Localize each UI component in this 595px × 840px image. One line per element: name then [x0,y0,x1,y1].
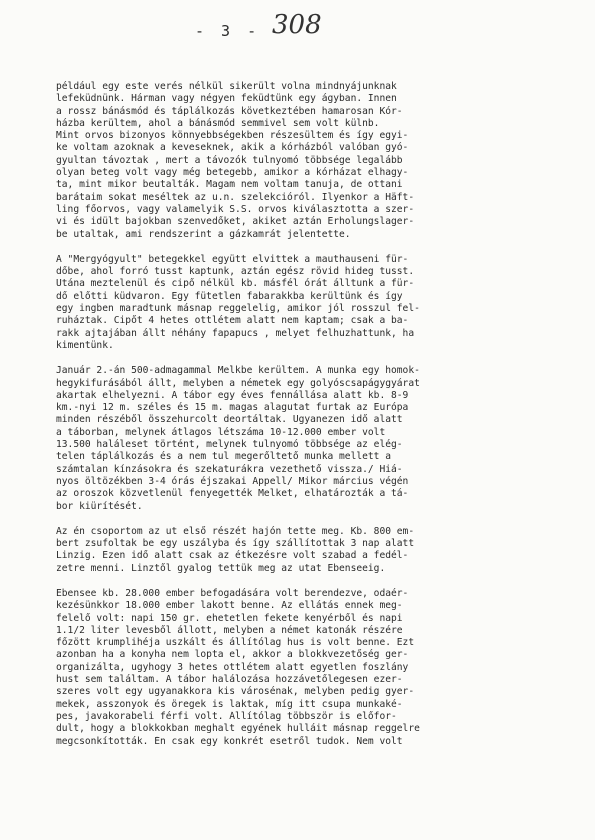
text-line: lefeküdnünk. Hárman vagy négyen feküdtünk egy ágyban. Innen [56,93,397,105]
text-line: vi és idült bajokban szenvedőket, akiket aztán Erholungslager- [56,216,415,228]
text-line: főzött krumplihéja uszkált és állítólag hus is volt benne. Ezt [56,637,415,649]
text-line: be utaltak, ami rendszerint a gázkamrát jelentette. [56,228,351,240]
text-line: Az én csoportom az ut első részét hajón tette meg. Kb. 800 em- [56,525,415,537]
text-line: dő előtti küdvaron. Egy fütetlen fabarakkba kerültünk és így [56,290,403,302]
text-line: akartak elhelyezni. A tábor egy éves fennállása alatt kb. 8-9 [56,389,409,401]
text-line: azonban ha a konyha nem lopta el, akkor a blokkvezetőség ger- [56,649,409,661]
paragraph-1 [56,81,568,241]
paragraph-2 [56,254,568,352]
text-line: zetre menni. Linztől gyalog tettük meg az utat Ebenseeig. [56,562,386,574]
text-line: 1.1/2 liter levesből állott, melyben a német katonák részére [56,624,403,636]
text-line: nyos öltözékben 3-4 órás éjszakai Appell/ Mikor március végén [56,475,409,487]
text-line: dőbe, ahol forró tusst kaptunk, aztán egész rövid hideg tusst. [56,266,415,278]
text-line: hust sem találtam. A tábor halálozása hozzávetőlegesen ezer- [56,674,403,686]
text-line: számtalan kínzásokra és szekaturákra vezethető vissza./ Hiá- [56,463,403,475]
text-line: minden részéből összehurcolt deortáltak. Ugyanezen idő alatt [56,414,403,426]
text-line: a rossz bánásmód és táplálkozás következtében hamarosan Kór- [56,105,403,117]
text-line: gyultan távoztak , mert a távozók tulnyomó többsége legalább [56,154,403,166]
text-line: km.-nyi 12 m. széles és 15 m. magas alagutat furtak az Európa [56,402,409,414]
text-line: Mint orvos bizonyos könnyebbségekben részesültem és így egyi- [56,130,409,142]
text-line: például egy este verés nélkül sikerült volna mindnyájunknak [56,81,397,92]
text-line: organizálta, ugyhogy 3 hetes ottlétem alatt egyetlen foszlány [56,661,409,673]
text-line: házba kerültem, ahol a bánásmód semmivel sem volt külnb. [56,117,380,129]
text-line: ke voltam azoknak a keveseknek, akik a kórházból valóban gyó- [56,142,409,154]
text-line: hegykifurásából állt, melyben a németek egy golyóscsapágygyárat [56,377,420,389]
text-line: pes, javakorabeli férfi volt. Állítólag többször is előfor- [56,710,397,722]
text-line: bert zsufoltak be egy uszályba és így szállítottak 3 nap alatt [56,538,415,550]
text-line: ling főorvos, vagy valamelyik S.S. orvos kiválasztotta a szer- [56,203,415,215]
text-line: olyan beteg volt vagy még betegebb, amikor a kórházat elhagy- [56,167,409,179]
text-line: Utána meztelenül és cipő nélkül kb. másfél órát álltunk a für- [56,278,415,290]
text-line: a táborban, melynek átlagos létszáma 10-12.000 ember volt [56,426,386,438]
text-line: szeres volt egy ugyanakkora kis városénak, melyben pedig gyer- [56,686,415,698]
text-line: kezésünkkor 18.000 ember lakott benne. Az ellátás ennek meg- [56,600,403,612]
paragraph-3 [56,365,568,513]
text-line: ruháztak. Cipőt 4 hetes ottlétem alatt nem kaptam; csak a ba- [56,315,409,327]
text-line: Linzig. Ezen idő alatt csak az étkezésre volt szabad a fedél- [56,550,409,562]
body-text [56,81,568,748]
page-number: - 3 - [195,22,261,40]
text-line: 13.500 haláleset történt, melynek tulnyomó többsége az elég- [56,439,403,451]
text-line: Január 2.-án 500-admagammal Melkbe kerültem. A munka egy homok- [56,365,420,377]
text-line: bor kiürítését. [56,500,143,512]
text-line: kimentünk. [56,339,114,351]
text-line: egy ingben maradtunk másnap reggelelig, amikor jól rosszul fel- [56,303,420,315]
text-line: barátaim sokat meséltek az u.n. szelekcióról. Ilyenkor a Häft- [56,191,415,203]
text-line: megcsonkították. Én csak egy konkrét esetről tudok. Nem volt [56,735,403,747]
paragraph-5 [56,588,568,748]
archive-number: 308 [272,10,322,40]
text-line: az oroszok közvetlenül fenyegették Melket, elhatározták a tá- [56,488,409,500]
paragraph-4 [56,526,568,575]
text-line: dult, hogy a blokkokban meghalt egyének hulláit másnap reggelre [56,723,420,735]
text-line: telen táplálkozás és a nem tul megerőltető munka mellett a [56,451,392,463]
text-line: felelő volt: napi 150 gr. ehetetlen fekete kenyérből és napi [56,612,403,624]
text-line: mekek, asszonyok és öregek is laktak, míg itt csupa munkaké- [56,698,403,710]
text-line: A "Mergyógyult" betegekkel együtt elvittek a mauthauseni für- [56,253,409,265]
text-line: rakk ajtajában állt néhány fapapucs , melyet felhuzhattunk, ha [56,327,415,339]
text-line: ta, mint mikor beutalták. Magam nem voltam tanuja, de ottani [56,179,403,191]
text-line: Ebensee kb. 28.000 ember befogadására volt berendezve, odaér- [56,587,409,599]
